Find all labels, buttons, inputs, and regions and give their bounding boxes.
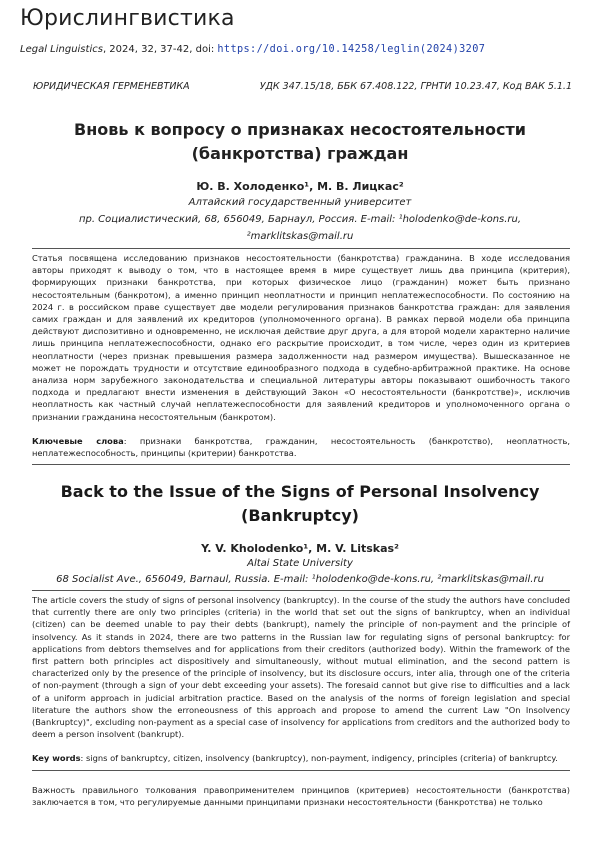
en-address: 68 Socialist Ave., 656049, Barnaul, Russia. E-mail: ¹holodenko@de-kons.ru, ²marklitskas@mail.ru bbox=[56, 574, 544, 585]
journal-title: Юрислингвистика bbox=[20, 6, 235, 31]
ru-article-title: Вновь к вопросу о признаках несостоятельности (банкротства) граждан bbox=[74, 120, 526, 163]
en-article-title: Back to the Issue of the Signs of Personal Insolvency (Bankruptcy) bbox=[60, 482, 540, 525]
en-affiliation: Altai State University bbox=[247, 558, 353, 569]
ru-abstract: Статья посвящена исследованию признаков несостоятельности (банкротства) гражданина. В ходе исследования авторы приходят к выводу о том, что в настоящее время в мире существует лишь два принципа (критерия), формирующих признаки банкротства, при которых физическое лицо (гражданин) может быть признано несостоятельным (банкротом), а именно принцип неоплатности и принцип неплатежеспособности. По состоянию на 2024 г. в российском праве существует две модели регулирования признаков банкротства граждан: для заявления самих граждан и для заявлений их кредиторов (уполномоченного органа). В рамках первой модели оба принципа действуют диспозитивно и одновременно, не исключая действие друг друга, а для второй модели характерно наличие лишь принципа неплатежеспособности, однако его раскрытие происходит, в том числе, через один из критериев неоплатности (через признак превышения размера задолженности над размером имущества). Вышесказанное не может не порождать трудности и отсутствие единообразного подхода в судебно-арбитражной практике. На основе анализа норм зарубежного законодательства и специальной литературы авторы показывают ошибочность такого подхода и предлагают внести изменения в действующий Закон «О несостоятельности (банкротстве)», исключив неоплатность как частный случай неплатежеспособности для заявлений кредиторов и уполномоченного органа о признании гражданина несостоятельным (банкротом). bbox=[32, 253, 570, 422]
en-abstract-box bbox=[32, 590, 570, 771]
en-affiliation-block bbox=[40, 557, 560, 587]
ru-keywords-text: : признаки банкротства, гражданин, несостоятельность (банкротство), неоплатность, неплатежеспособность, принципы (критерии) банкротства. bbox=[32, 435, 570, 459]
ru-affiliation-block bbox=[40, 196, 560, 244]
citation-line bbox=[20, 44, 485, 55]
classification-codes: УДК 347.15/18, ББК 67.408.122, ГРНТИ 10.23.47, Код ВАК 5.1.1 bbox=[259, 81, 572, 92]
en-abstract: The article covers the study of signs of personal insolvency (bankruptcy). In the course of the study the authors have concluded that currently there are only two principles (criteria) in the world that set out the signs of bankruptcy, when an individual (citizen) can be deemed unable to pay their debts (bankrupt), namely the principle of non-payment and the principle of insolvency. As it stands in 2024, there are two patterns in the Russian law for regulating signs of personal bankruptcy: for applications from debtors themselves and for applications from their creditors (authorized body). Within the framework of the first pattern both principles act dispositively and simultaneously, without mutual elimination, and the second pattern is characterized only by the presence of the principle of insolvency, but its disclosure occurs, inter alia, through one of the criteria of non-payment (through a sign of your debt exceeding your assets). The foresaid cannot but give rise to difficulties and a lack of a uniform approach in judicial arbitration practice. Based on the analysis of the norms of foreign legislation and special literature the authors show the erroneousness of this approach and propose to amend the current Law "On Insolvency (Bankruptcy)", excluding non-payment as a special case of insolvency for applications from creditors and the authorized body to deem a person insolvent (bankrupt). bbox=[32, 595, 570, 740]
journal-name-italic: Legal Linguistics bbox=[20, 44, 103, 55]
ru-email-2: ²marklitskas@mail.ru bbox=[246, 231, 354, 242]
ru-authors: Ю. В. Холоденко¹, М. В. Лицкас² bbox=[196, 180, 404, 193]
ru-address: пр. Социалистический, 68, 656049, Барнаул, Россия. E-mail: ¹holodenko@de-kons.ru, bbox=[78, 214, 522, 225]
ru-keywords-label: Ключевые слова bbox=[32, 435, 124, 446]
rubric-section: ЮРИДИЧЕСКАЯ ГЕРМЕНЕВТИКА bbox=[33, 81, 190, 92]
en-authors: Y. V. Kholodenko¹, M. V. Litskas² bbox=[201, 542, 399, 555]
en-keywords-text: : signs of bankruptcy, citizen, insolvency (bankruptcy), non-payment, indigency, principles (criteria) of bankruptcy. bbox=[80, 753, 558, 764]
body-paragraph: Важность правильного толкования правоприменителем принципов (критериев) несостоятельности (банкротства) заключается в том, что регулируемые данными принципами признаки несостоятельности (банкротства) не только bbox=[32, 785, 570, 808]
ru-keywords bbox=[32, 435, 570, 459]
en-keywords bbox=[32, 752, 570, 764]
citation-details: , 2024, 32, 37-42, doi: bbox=[102, 44, 218, 55]
en-keywords-label: Key words bbox=[32, 753, 81, 764]
ru-abstract-box bbox=[32, 248, 570, 465]
ru-affiliation: Алтайский государственный университет bbox=[188, 197, 412, 208]
doi-link[interactable]: https://doi.org/10.14258/leglin(2024)3207 bbox=[217, 44, 486, 55]
